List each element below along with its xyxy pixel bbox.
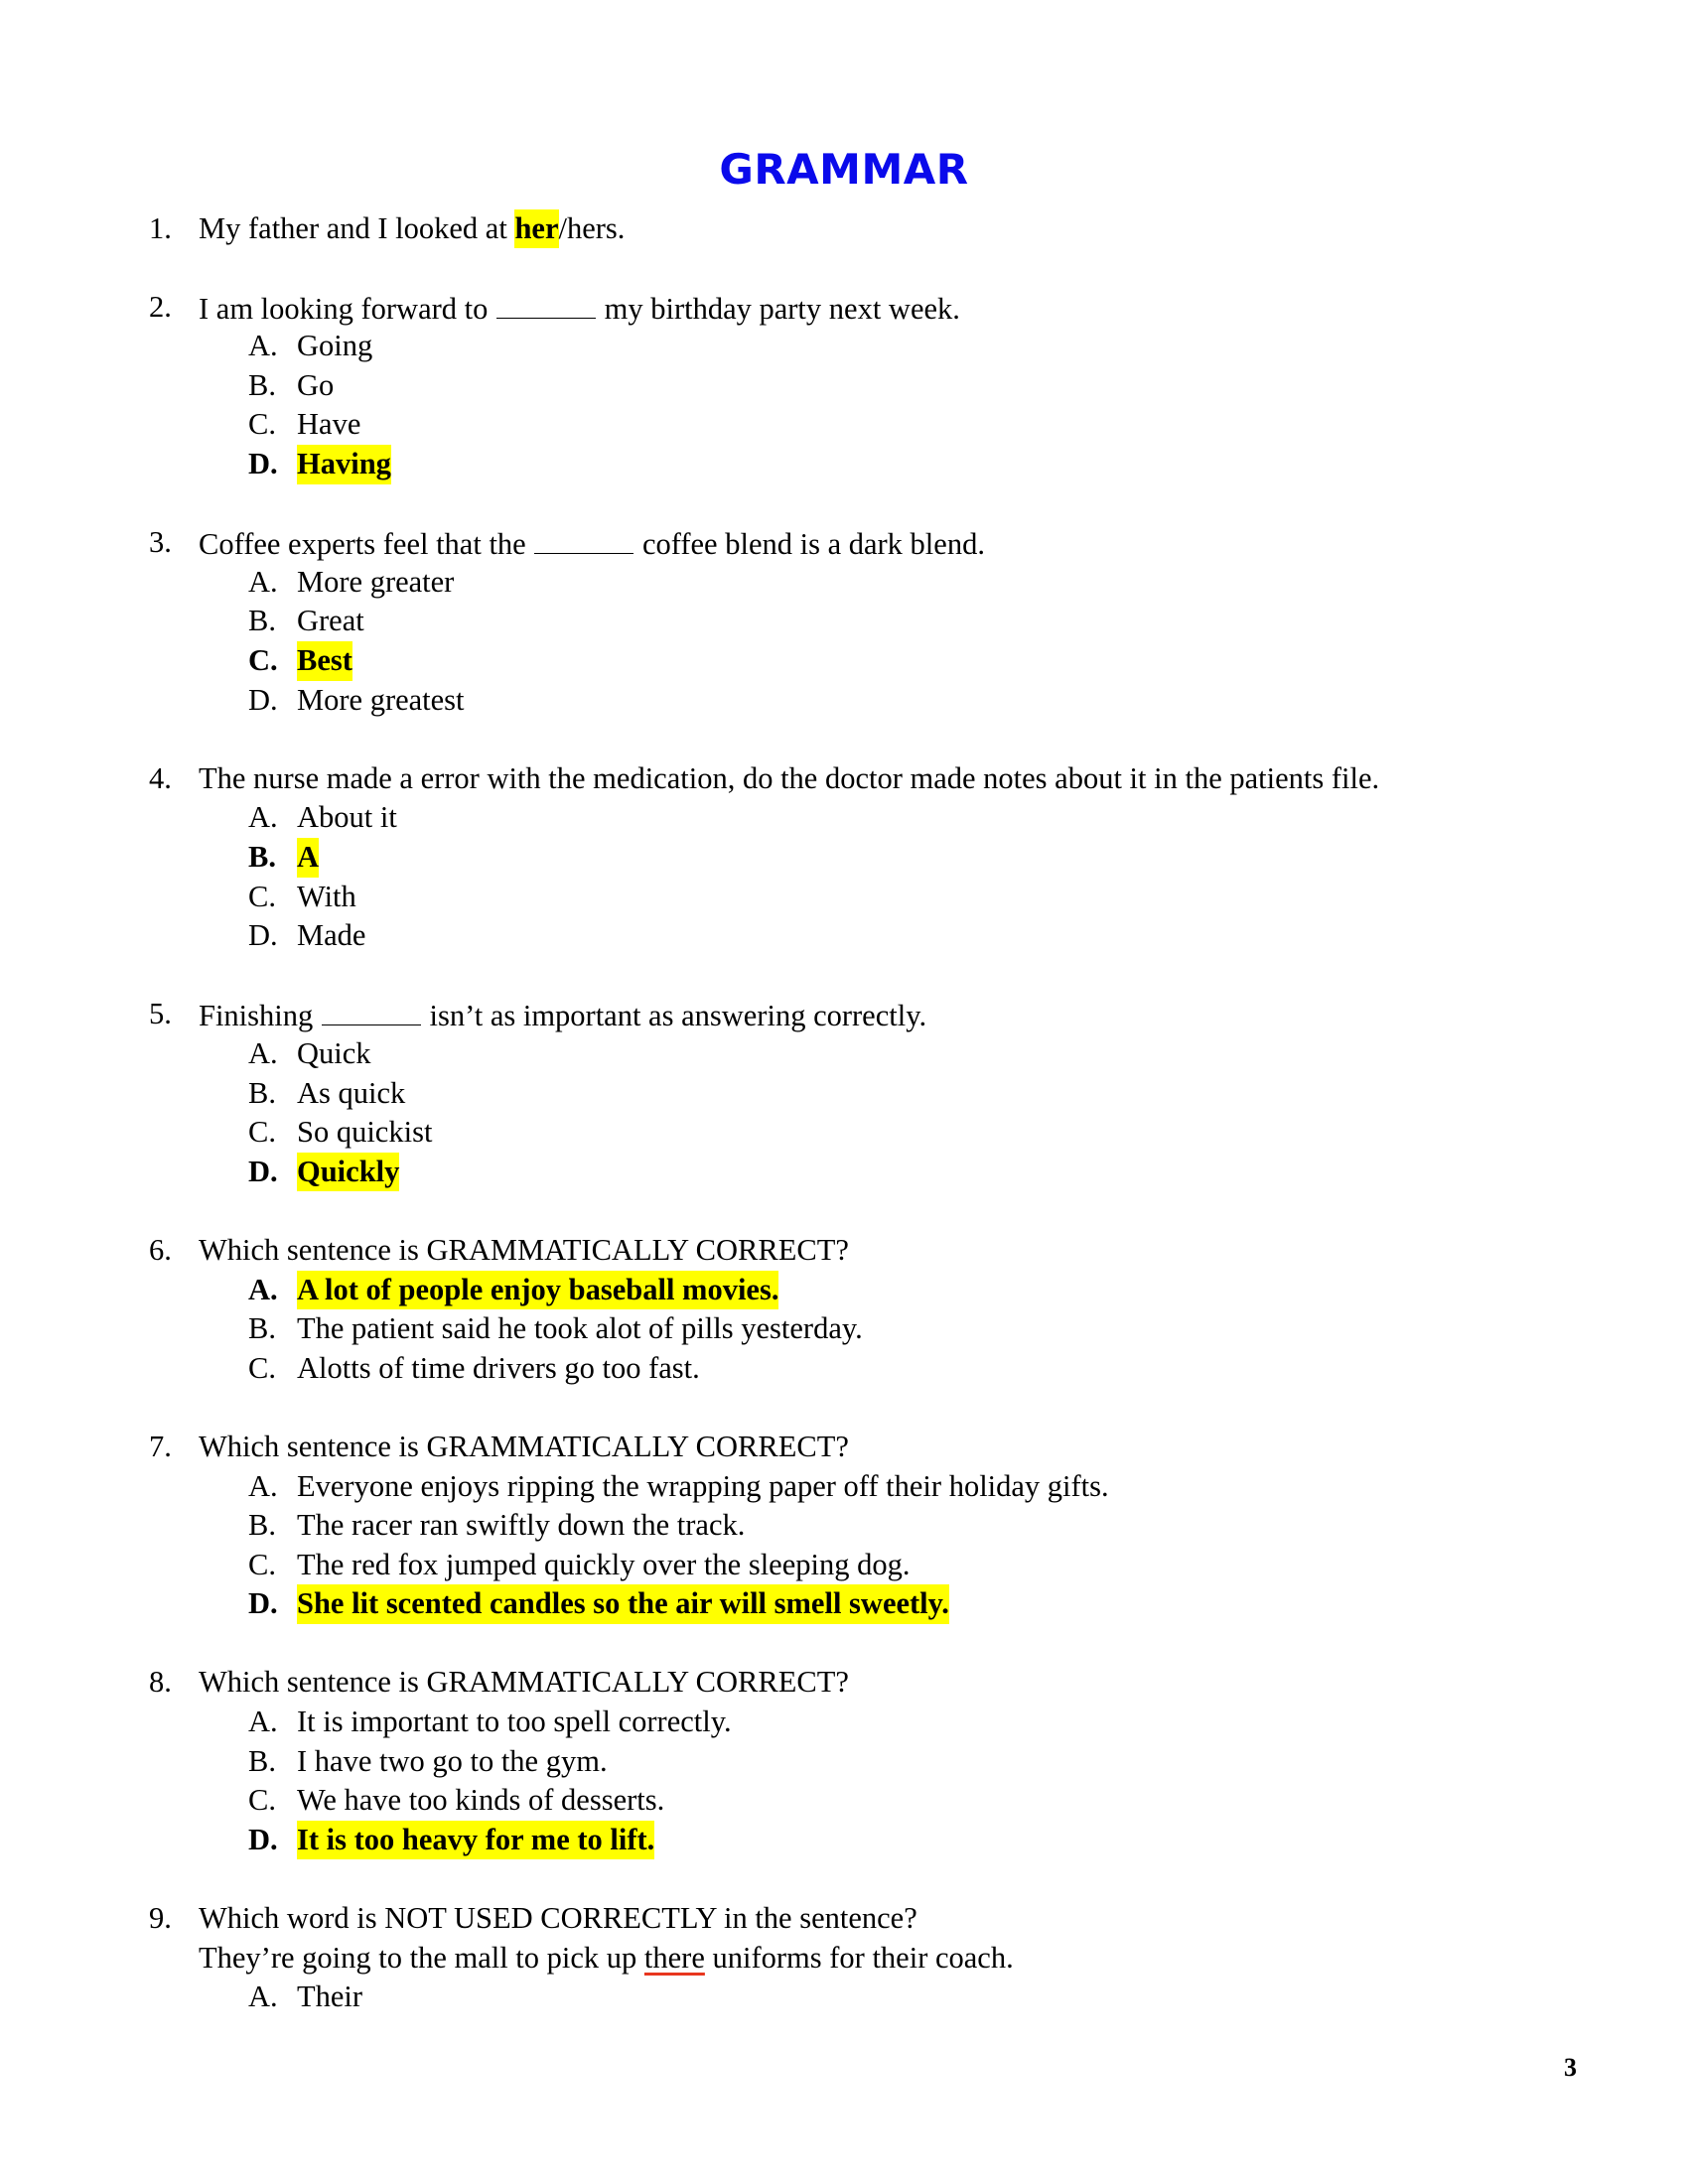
question-text [199, 288, 960, 330]
question-stem [0, 1663, 1688, 1703]
option-c [0, 405, 1688, 445]
option-a [0, 1467, 1688, 1507]
highlighted-answer: her [514, 209, 558, 249]
question-4 [0, 759, 1688, 956]
highlighted-answer: Quickly [297, 1153, 399, 1192]
option-letter: D. [248, 447, 278, 481]
option-letter: C. [248, 643, 278, 678]
option-text: Go [297, 367, 335, 402]
stem-text: Finishing [199, 999, 321, 1033]
question-1 [0, 209, 1688, 249]
question-number: 4. [149, 760, 172, 795]
option-c-correct [0, 641, 1688, 681]
option-letter: B. [248, 1075, 276, 1110]
option-d-correct [0, 1584, 1688, 1624]
question-number: 2. [149, 289, 172, 324]
question-text [199, 995, 926, 1036]
option-a [0, 1978, 1688, 2017]
question-8 [0, 1663, 1688, 1859]
question-number: 8. [149, 1665, 172, 1700]
question-text: Which word is NOT USED CORRECTLY in the sentence? [199, 1901, 917, 1936]
question-stem [0, 1231, 1688, 1271]
question-text: The nurse made a error with the medication, do the doctor made notes about it in the patients file. [199, 760, 1380, 795]
option-letter: A. [248, 1272, 278, 1306]
option-c [0, 1113, 1688, 1153]
option-c [0, 1349, 1688, 1389]
highlighted-answer: It is too heavy for me to lift. [297, 1821, 654, 1860]
option-b [0, 1506, 1688, 1546]
highlighted-answer: Having [297, 445, 391, 484]
option-letter: D. [248, 1586, 278, 1621]
option-b [0, 1309, 1688, 1349]
option-letter: B. [248, 367, 276, 402]
option-letter: D. [248, 1154, 278, 1188]
option-letter: A. [248, 1035, 278, 1070]
question-text: Which sentence is GRAMMATICALLY CORRECT? [199, 1429, 849, 1463]
question-stem [0, 759, 1688, 799]
question-number: 7. [149, 1429, 172, 1463]
option-a [0, 1034, 1688, 1074]
question-5 [0, 995, 1688, 1191]
question-2 [0, 288, 1688, 484]
option-c [0, 1546, 1688, 1585]
option-text: The patient said he took alot of pills yesterday. [297, 1311, 863, 1346]
option-text: Made [297, 918, 366, 953]
option-text: Everyone enjoys ripping the wrapping paper off their holiday gifts. [297, 1468, 1109, 1503]
option-a [0, 327, 1688, 366]
stem-text: coffee blend is a dark blend. [634, 527, 985, 562]
question-stem [0, 209, 1688, 249]
sentence-text: They’re going to the mall to pick up [199, 1940, 644, 1975]
highlighted-answer: Best [297, 641, 352, 681]
option-a [0, 798, 1688, 838]
option-text: It is important to too spell correctly. [297, 1705, 732, 1739]
option-letter: B. [248, 1311, 276, 1346]
question-number: 6. [149, 1232, 172, 1267]
highlighted-answer: She lit scented candles so the air will smell sweetly. [297, 1584, 949, 1624]
stem-text: my birthday party next week. [597, 291, 960, 326]
option-c [0, 878, 1688, 917]
option-text: More greater [297, 564, 455, 599]
option-letter: A. [248, 1468, 278, 1503]
option-d-correct [0, 445, 1688, 484]
question-text [199, 209, 625, 249]
option-letter: B. [248, 1508, 276, 1543]
option-letter: A. [248, 564, 278, 599]
stem-text: I am looking forward to [199, 291, 495, 326]
question-sentence [0, 1939, 1688, 1979]
stem-text: isn’t as important as answering correctly. [421, 999, 927, 1033]
highlighted-answer: A lot of people enjoy baseball movies. [297, 1271, 778, 1310]
stem-text: Coffee experts feel that the [199, 527, 534, 562]
fill-in-blank [534, 523, 633, 554]
option-text: With [297, 879, 356, 913]
question-stem [0, 995, 1688, 1034]
question-number: 5. [149, 997, 172, 1031]
question-7 [0, 1428, 1688, 1624]
question-text: Which sentence is GRAMMATICALLY CORRECT? [199, 1665, 849, 1700]
question-stem [0, 1428, 1688, 1467]
question-list [0, 209, 1688, 2057]
stem-text: My father and I looked at [199, 210, 515, 245]
option-text: The racer ran swiftly down the track. [297, 1508, 746, 1543]
option-text: Great [297, 604, 364, 638]
fill-in-blank [322, 995, 421, 1025]
option-letter: C. [248, 879, 276, 913]
option-text: Alotts of time drivers go too fast. [297, 1350, 700, 1385]
question-number: 3. [149, 525, 172, 560]
option-b [0, 366, 1688, 406]
option-letter: A. [248, 329, 278, 363]
option-letter: C. [248, 407, 276, 442]
stem-text: /hers. [558, 210, 626, 245]
option-letter: A. [248, 1979, 278, 2014]
fill-in-blank [496, 288, 596, 319]
question-stem [0, 288, 1688, 328]
question-3 [0, 523, 1688, 720]
highlighted-answer: A [297, 838, 319, 878]
option-c [0, 1781, 1688, 1821]
question-number: 9. [149, 1901, 172, 1936]
option-letter: B. [248, 1743, 276, 1778]
option-d-correct [0, 1821, 1688, 1860]
option-text: More greatest [297, 682, 465, 717]
sentence-text: uniforms for their coach. [704, 1940, 1014, 1975]
option-b [0, 1742, 1688, 1782]
page-title: GRAMMAR [719, 145, 969, 194]
option-text: The red fox jumped quickly over the sleeping dog. [297, 1547, 911, 1581]
marked-word: there [643, 1940, 705, 1975]
question-stem [0, 523, 1688, 563]
option-a [0, 1703, 1688, 1742]
option-text: So quickist [297, 1115, 433, 1150]
option-d-correct [0, 1153, 1688, 1192]
option-letter: C. [248, 1115, 276, 1150]
question-text [199, 523, 985, 565]
question-6 [0, 1231, 1688, 1388]
option-text: As quick [297, 1075, 406, 1110]
option-letter: B. [248, 604, 276, 638]
option-letter: D. [248, 1822, 278, 1856]
page-number: 3 [1564, 2053, 1577, 2082]
option-letter: D. [248, 682, 278, 717]
option-letter: A. [248, 1705, 278, 1739]
option-text: Quick [297, 1035, 371, 1070]
option-letter: B. [248, 840, 276, 874]
option-letter: C. [248, 1783, 276, 1818]
option-text: About it [297, 800, 397, 835]
option-text: Their [297, 1979, 363, 2014]
question-text: Which sentence is GRAMMATICALLY CORRECT? [199, 1232, 849, 1267]
option-d [0, 681, 1688, 721]
option-letter: A. [248, 800, 278, 835]
option-letter: D. [248, 918, 278, 953]
question-number: 1. [149, 210, 172, 245]
option-letter: C. [248, 1547, 276, 1581]
option-text: We have too kinds of desserts. [297, 1783, 665, 1818]
question-stem [0, 1899, 1688, 1939]
option-b [0, 602, 1688, 641]
option-a [0, 563, 1688, 603]
option-text: Have [297, 407, 361, 442]
option-a-correct [0, 1271, 1688, 1310]
example-sentence [199, 1939, 1014, 1979]
option-letter: C. [248, 1350, 276, 1385]
option-b-correct [0, 838, 1688, 878]
option-d [0, 916, 1688, 956]
option-text: I have two go to the gym. [297, 1743, 608, 1778]
option-text: Going [297, 329, 373, 363]
question-9 [0, 1899, 1688, 2017]
option-b [0, 1074, 1688, 1114]
